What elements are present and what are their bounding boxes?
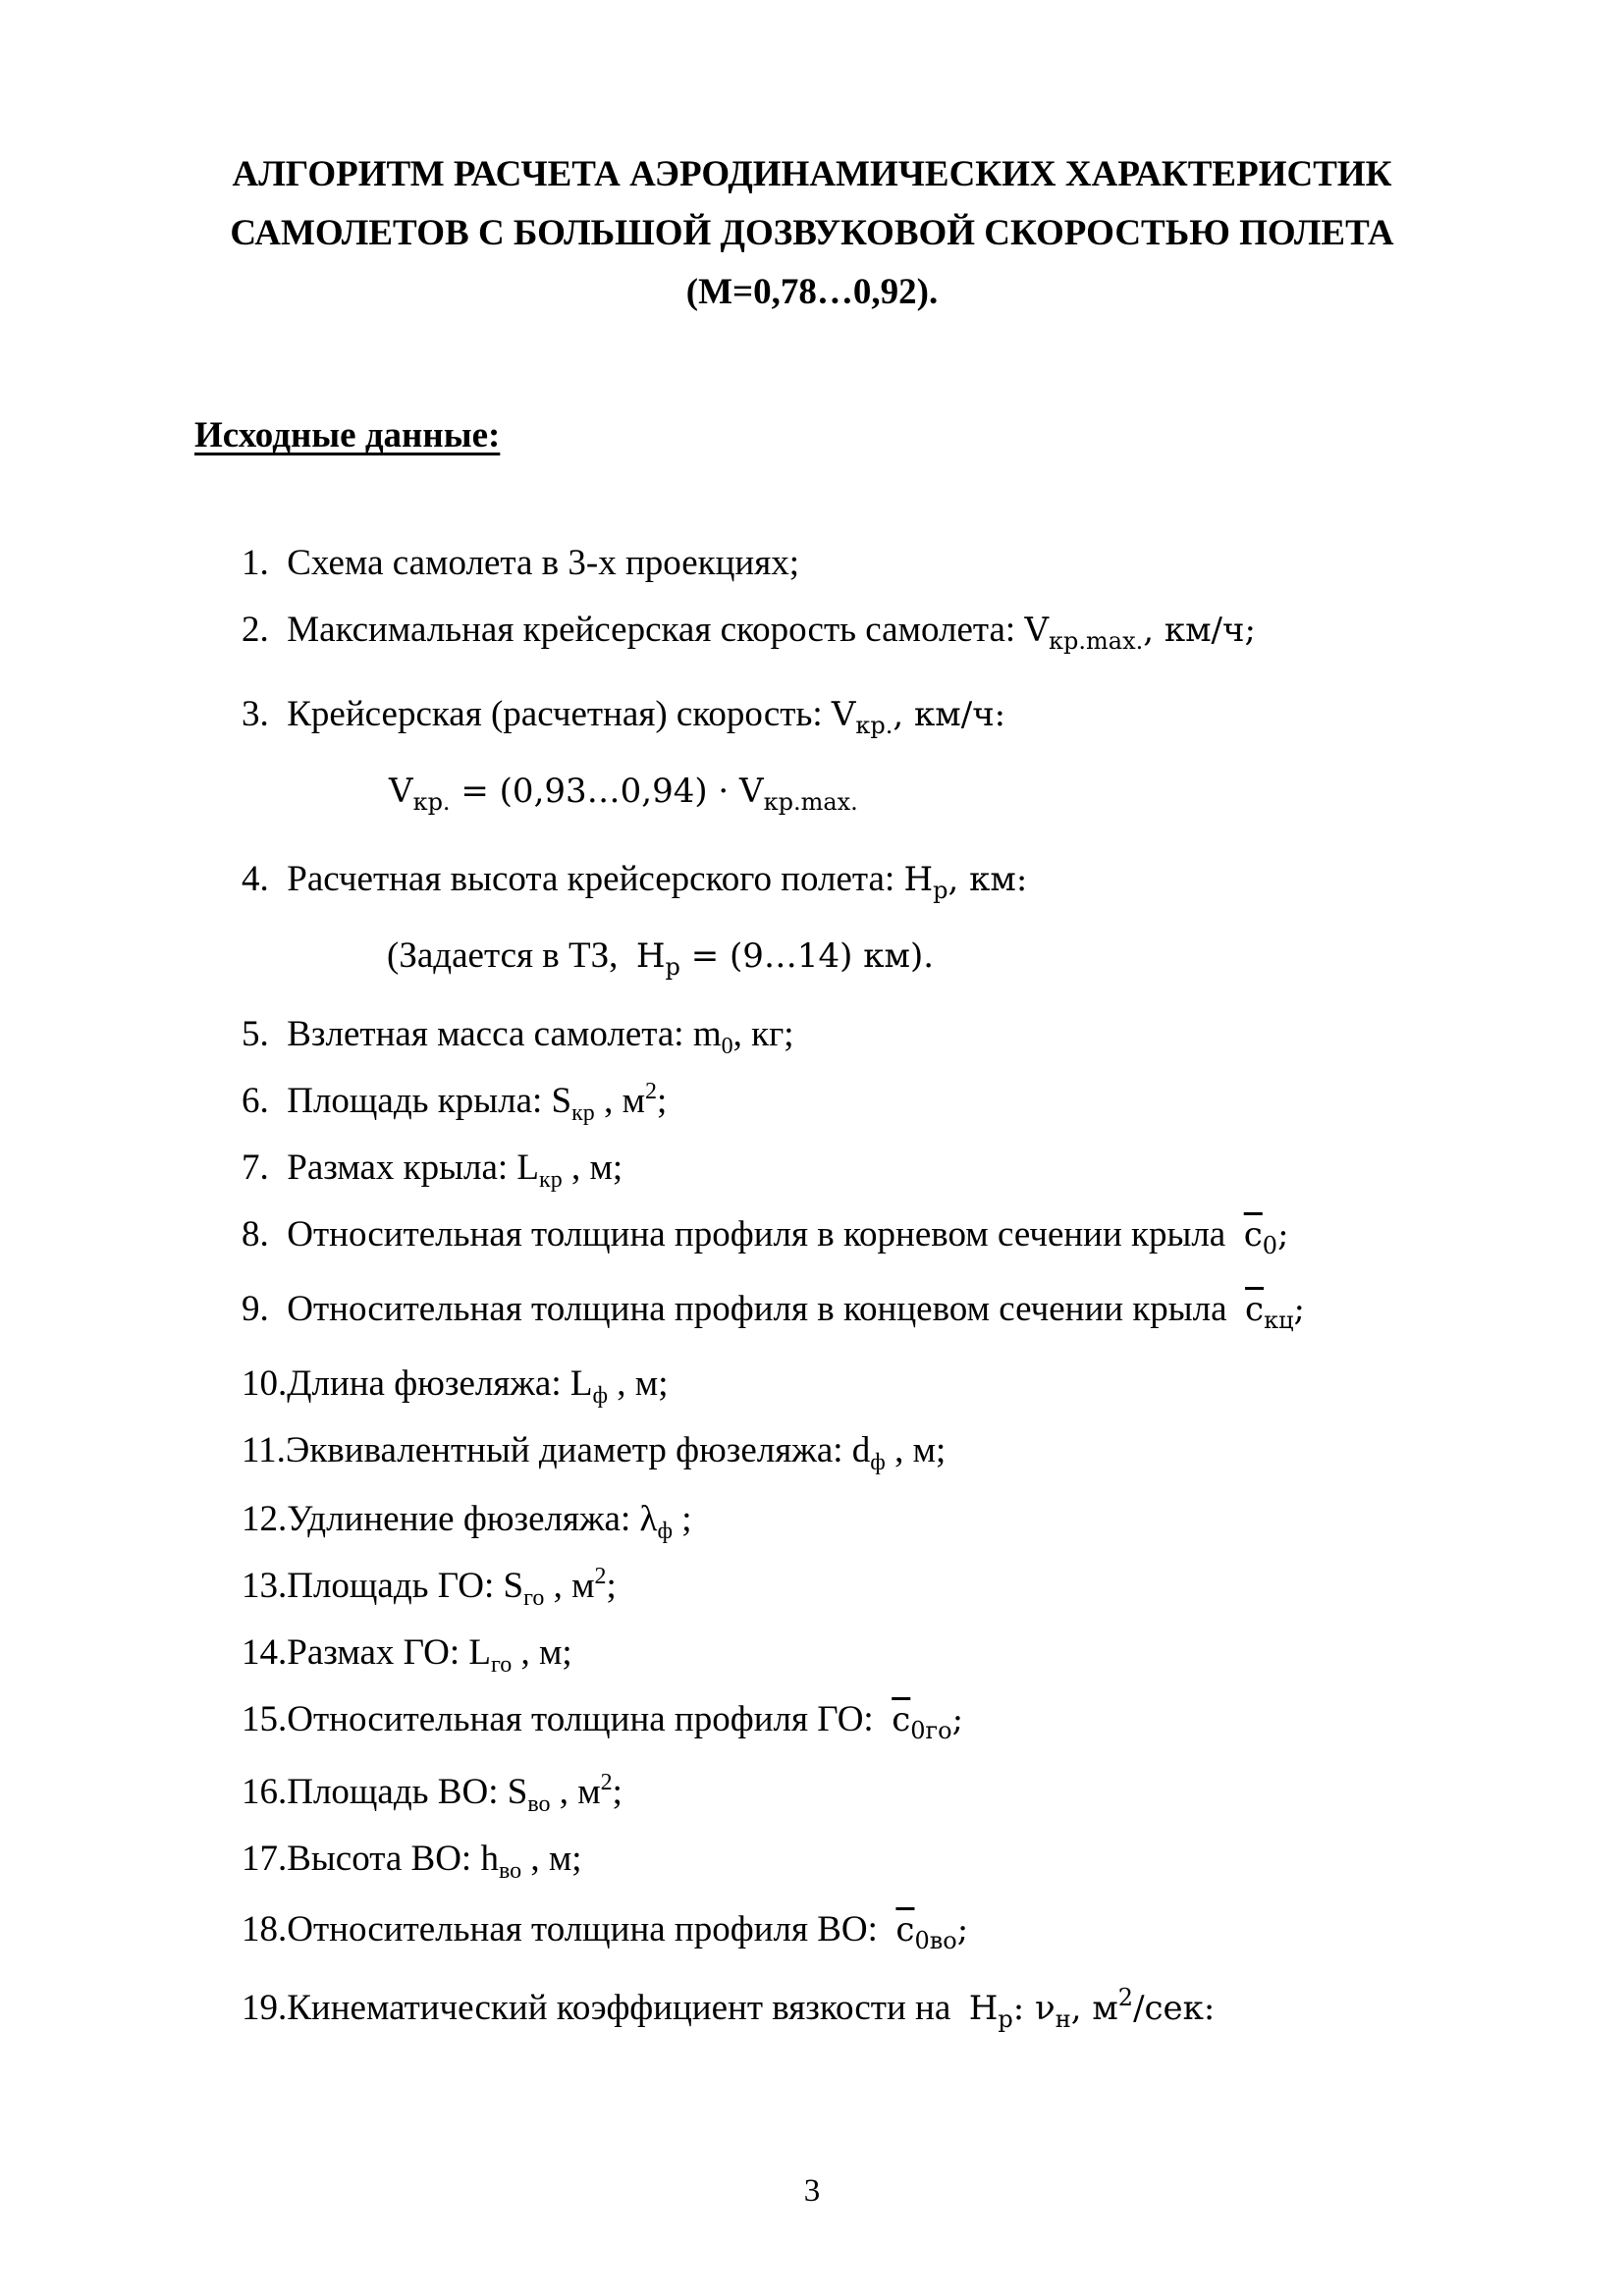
list-item: 14.Размах ГО: $L_{го}$ , м; xyxy=(242,1632,572,1678)
list-item: 7. Размах крыла: $L_{кр}$ , м; xyxy=(242,1148,623,1193)
item-text: Максимальная крейсерская скорость самолета: xyxy=(287,610,1016,650)
title-line-2: САМОЛЕТОВ С БОЛЬШОЙ ДОЗВУКОВОЙ СКОРОСТЬЮ ПОЛЕТА xyxy=(230,213,1394,253)
list-item: 16.Площадь ВО: $S_{во}$ , $м^2$; xyxy=(242,1770,623,1817)
title-line-1: АЛГОРИТМ РАСЧЕТА АЭРОДИНАМИЧЕСКИХ ХАРАКТЕРИСТИК xyxy=(232,154,1392,194)
relative-thickness-symbol: $\overline{c}$ xyxy=(895,1910,915,1949)
list-item: 2. Максимальная крейсерская скорость самолета: $V_{кр.max.}$, км/ч; xyxy=(242,610,1256,655)
altitude-symbol: $H_р$, км: xyxy=(903,860,1028,904)
item-text: Крейсерская (расчетная) скорость: xyxy=(287,694,823,734)
list-item: 10.Длина фюзеляжа: $L_ф$ , м; xyxy=(242,1363,669,1409)
velocity-symbol: $V_{кр.}$, км/ч: xyxy=(831,695,1006,739)
altitude-note: (Задается в ТЗ, $H_р$ = (9…14) км). xyxy=(387,935,935,981)
list-item: 1. Схема самолета в 3-х проекциях; xyxy=(242,543,800,583)
relative-thickness-symbol: $\overline{c}$ xyxy=(1245,1290,1265,1329)
list-item: 9. Относительная толщина профиля в концевом сечении крыла $\overline{c}_{кц}$; xyxy=(242,1289,1305,1334)
relative-thickness-symbol: $\overline{c}$ xyxy=(1243,1215,1263,1255)
list-item: 18.Относительная толщина профиля ВО: $\overline{c}_{0во}$; xyxy=(242,1909,969,1954)
list-item: 8. Относительная толщина профиля в корневом сечении крыла $\overline{c}_0$; xyxy=(242,1214,1289,1259)
list-item: 17.Высота ВО: $h_{во}$ , м; xyxy=(242,1839,582,1884)
item-text: Расчетная высота крейсерского полета: xyxy=(287,859,895,899)
list-item: 4. Расчетная высота крейсерского полета: $H_р$, км: xyxy=(242,859,1028,904)
list-item: 6. Площадь крыла: $S_{кр}$ , $м^2$; xyxy=(242,1079,668,1126)
velocity-symbol: $V_{кр.max.}$, км/ч; xyxy=(1024,611,1256,655)
list-item: 11.Эквивалентный диаметр фюзеляжа: $d_ф$ , м; xyxy=(242,1430,947,1475)
title-line-3: (М=0,78…0,92). xyxy=(685,272,939,312)
list-item: 3. Крейсерская (расчетная) скорость: $V_{кр.}$, км/ч: xyxy=(242,694,1006,739)
list-item: 5. Взлетная масса самолета: $m_0$, кг; xyxy=(242,1014,794,1059)
item-text: Схема самолета в 3-х проекциях; xyxy=(287,543,800,583)
page-number: 3 xyxy=(803,2173,821,2209)
list-item: 13.Площадь ГО: $S_{го}$ , $м^2$; xyxy=(242,1564,617,1611)
cruise-speed-formula: $V_{кр.}$ = (0,93…0,94) · $V_{кр.max.}$ xyxy=(389,772,858,816)
list-item: 12.Удлинение фюзеляжа: $\lambda_ф$ ; xyxy=(242,1499,692,1544)
relative-thickness-symbol: $\overline{c}$ xyxy=(892,1700,911,1739)
list-item: 19.Кинематический коэффициент вязкости на $H_р$: $\nu_н$, $м^2$/сек: xyxy=(242,1984,1216,2033)
section-heading: Исходные данные: xyxy=(194,415,501,455)
list-item: 15.Относительная толщина профиля ГО: $\overline{c}_{0го}$; xyxy=(242,1699,964,1744)
